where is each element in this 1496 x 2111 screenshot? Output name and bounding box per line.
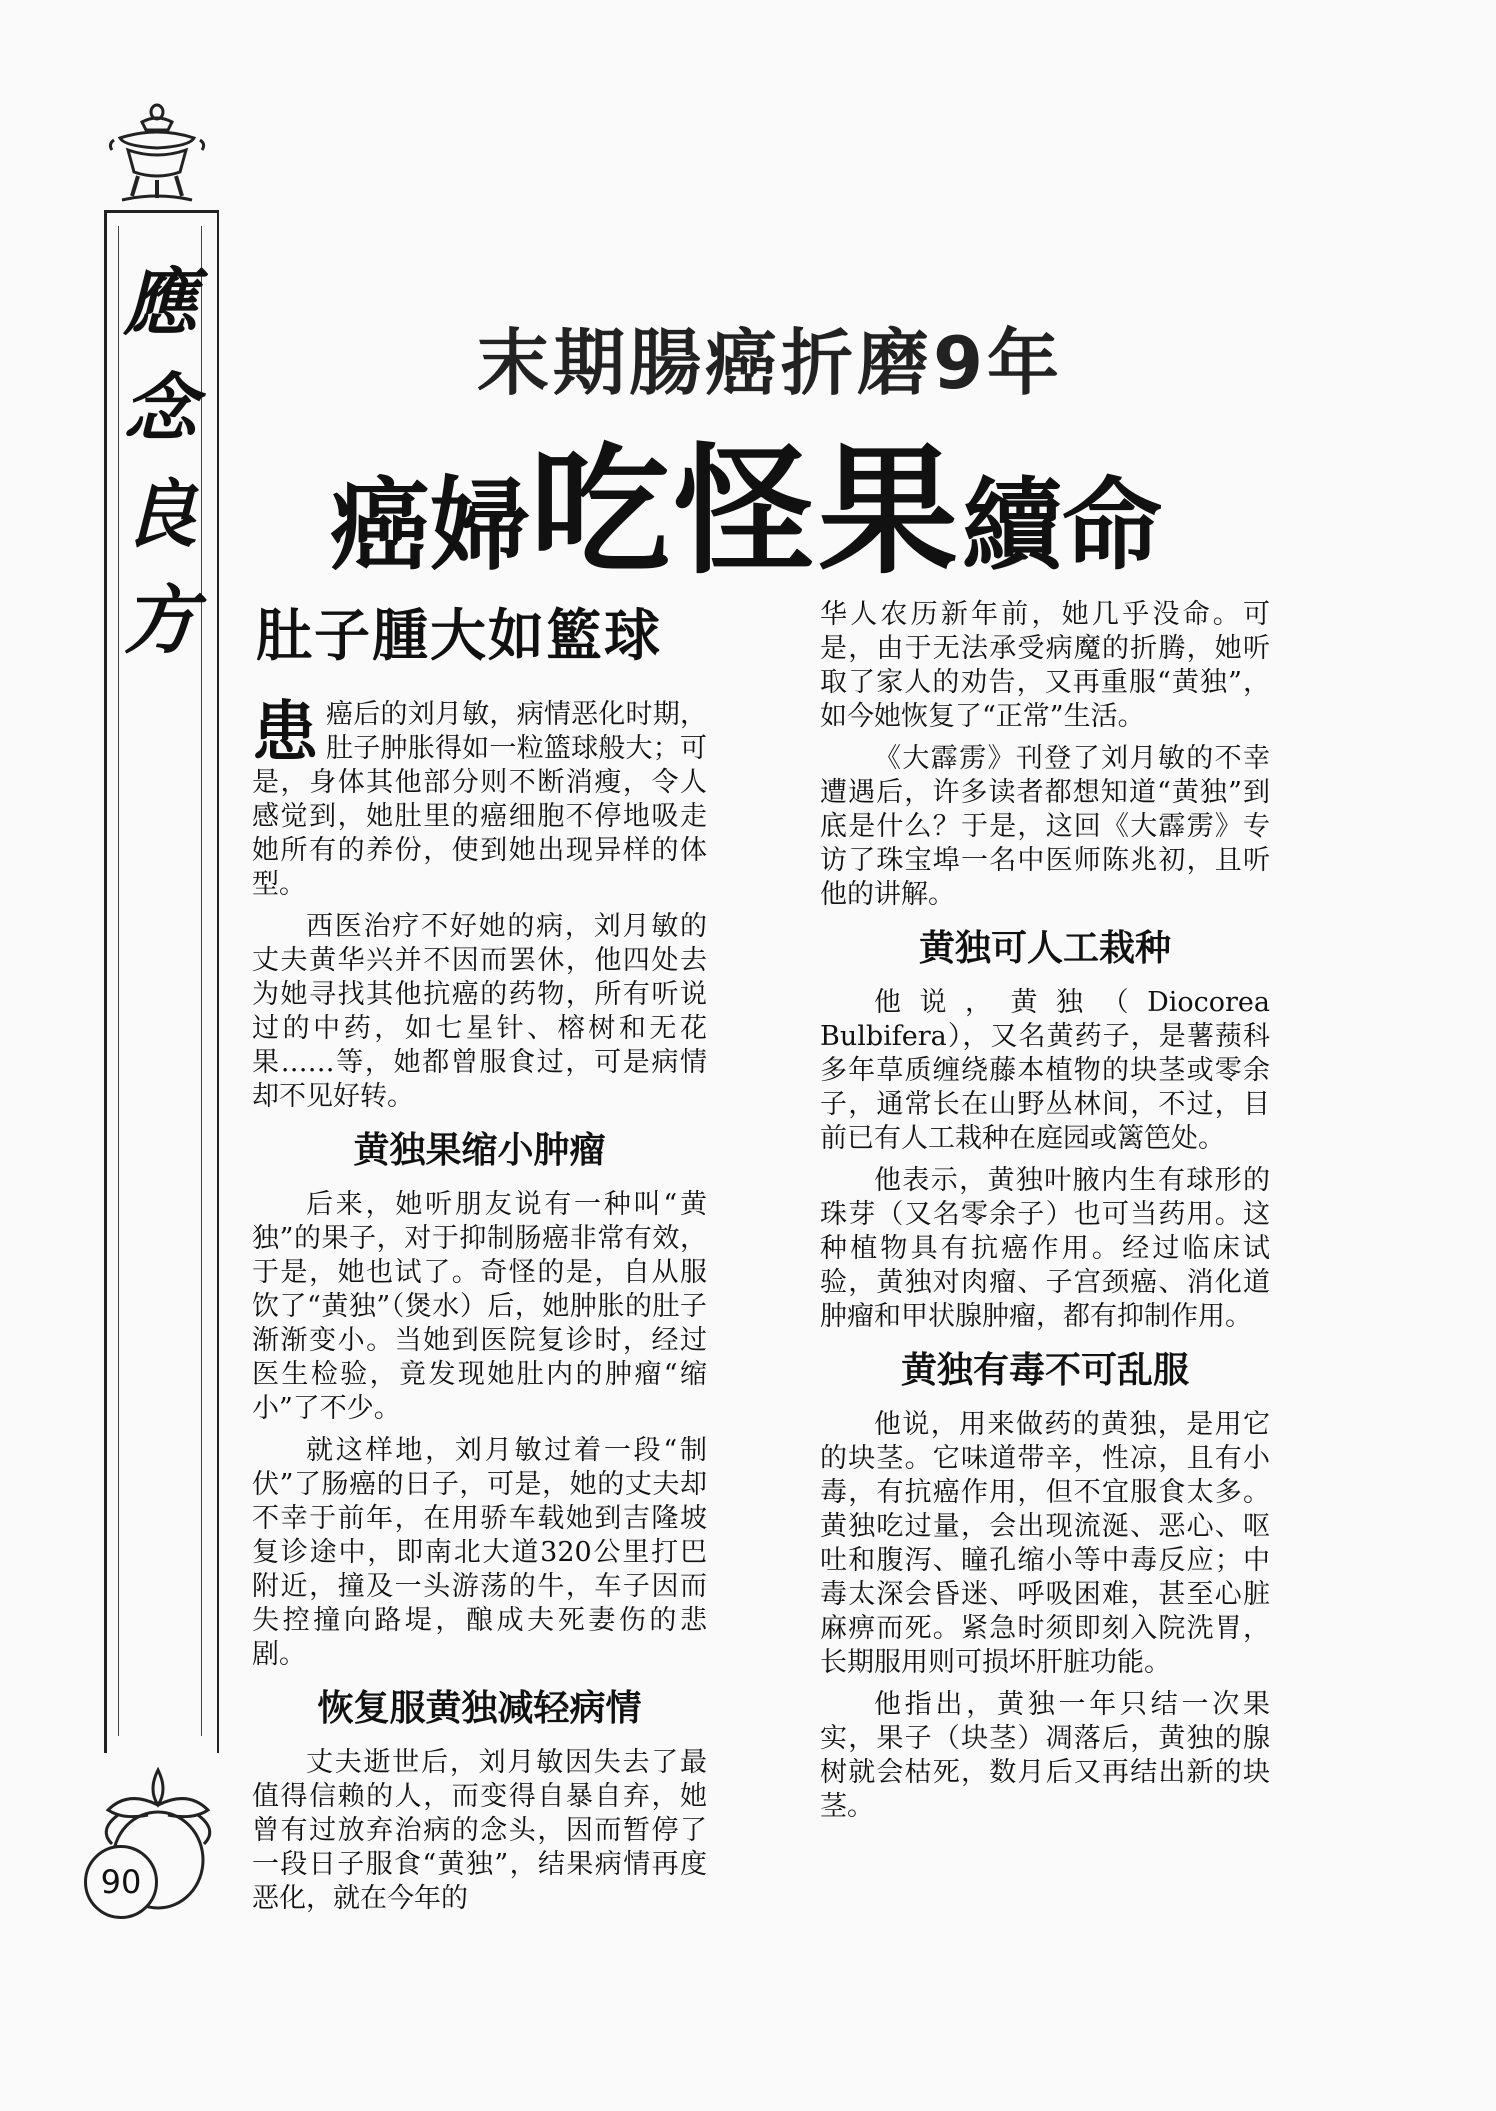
article-column-left — [252, 600, 707, 1924]
paragraph: 《大霹雳》刊登了刘月敏的不幸遭遇后，许多读者都想知道“黄独”到底是什么？于是，这回《大霹雳》专访了珠宝埠一名中医师陈兆初，且听他的讲解。 — [820, 743, 1270, 910]
section-heading: 黄独有毒不可乱服 — [900, 1350, 1189, 1391]
section-heading: 黄独果缩小肿瘤 — [353, 1130, 606, 1171]
paragraph: 他表示，黄独叶腋内生有球形的珠芽（又名零余子）也可当药用。这种植物具有抗癌作用。经过临床试验，黄独对肉瘤、子宫颈癌、消化道肿瘤和甲状腺肿瘤，都有抑制作用。 — [820, 1165, 1270, 1332]
paragraph: 华人农历新年前，她几乎没命。可是，由于无法承受病魔的折腾，她听取了家人的劝告，又再重服“黄独”，如今她恢复了“正常”生活。 — [820, 599, 1270, 732]
headline-part-c: 續命 — [962, 467, 1163, 584]
section-heading: 黄独可人工栽种 — [918, 928, 1171, 969]
paragraph: 丈夫逝世后，刘月敏因失去了最值得信赖的人，而变得自暴自弃，她曾有过放弃治病的念头，因而暂停了一段日子服食“黄独”，结果病情再度恶化，就在今年的 — [252, 1747, 707, 1914]
paragraph: 他说，黄独（Diocorea Bulbifera），又名黄药子，是薯蓣科多年草质缠绕藤本植物的块茎或零余子，通常长在山野丛林间，不过，目前已有人工栽种在庭园或篱笆处。 — [820, 987, 1270, 1154]
incense-burner-icon — [102, 100, 212, 215]
paragraph: 他说，用来做药的黄独，是用它的块茎。它味道带辛，性凉，且有小毒，有抗癌作用，但不宜服食太多。黄独吃过量，会出现流涎、恶心、呕吐和腹泻、瞳孔缩小等中毒反应；中毒太深会昏迷、呼吸困难，甚至心脏麻痹而死。紧急时须即刻入院洗胃，长期服用则可损坏肝脏功能。 — [820, 1409, 1270, 1678]
paragraph — [252, 694, 707, 902]
paragraph: 西医治疗不好她的病，刘月敏的丈夫黄华兴并不因而罢休，他四处去为她寻找其他抗癌的药物，所有听说过的中药，如七星针、榕树和无花果……等，她都曾服食过，可是病情却不见好转。 — [252, 911, 707, 1112]
paragraph: 后来，她听朋友说有一种叫“黄独”的果子，对于抑制肠癌非常有效，于是，她也试了。奇怪的是，自从服饮了“黄独”（煲水）后，她肿胀的肚子渐渐变小。当她到医院复诊时，经过医生检验，竟发现她肚内的肿瘤“缩小”了不少。 — [252, 1189, 707, 1424]
section-heading: 肚子腫大如籃球 — [256, 603, 662, 669]
headline-subtitle: 末期腸癌折磨9年 — [476, 321, 1064, 405]
paragraph: 就这样地，刘月敏过着一段“制伏”了肠癌的日子，可是，她的丈夫却不幸于前年，在用骄车载她到吉隆坡复诊途中，即南北大道320公里打巴附近，撞及一头游荡的牛，车子因而失控撞向路堤，酿成夫死妻伤的悲剧。 — [252, 1435, 707, 1670]
headline-part-a: 癌婦 — [330, 467, 530, 584]
article-column-right — [820, 598, 1270, 1832]
headline-main — [330, 400, 1210, 594]
page-number: 90 — [84, 1845, 158, 1919]
section-heading: 恢复服黄独减轻病情 — [317, 1688, 642, 1729]
section-title: 應念良方 — [123, 260, 197, 664]
paragraph: 他指出，黄独一年只结一次果实，果子（块茎）凋落后，黄独的腺树就会枯死，数月后又再结出新的块茎。 — [820, 1689, 1270, 1822]
drop-cap: 患 — [252, 694, 318, 771]
paragraph-text: 癌后的刘月敏，病情恶化时期，肚子肿胀得如一粒篮球般大；可是，身体其他部分则不断消瘦，令人感觉到，她肚里的癌细胞不停地吸走她所有的养份，使到她出现异样的体型。 — [252, 699, 707, 900]
headline-part-b: 吃怪果 — [530, 431, 963, 594]
